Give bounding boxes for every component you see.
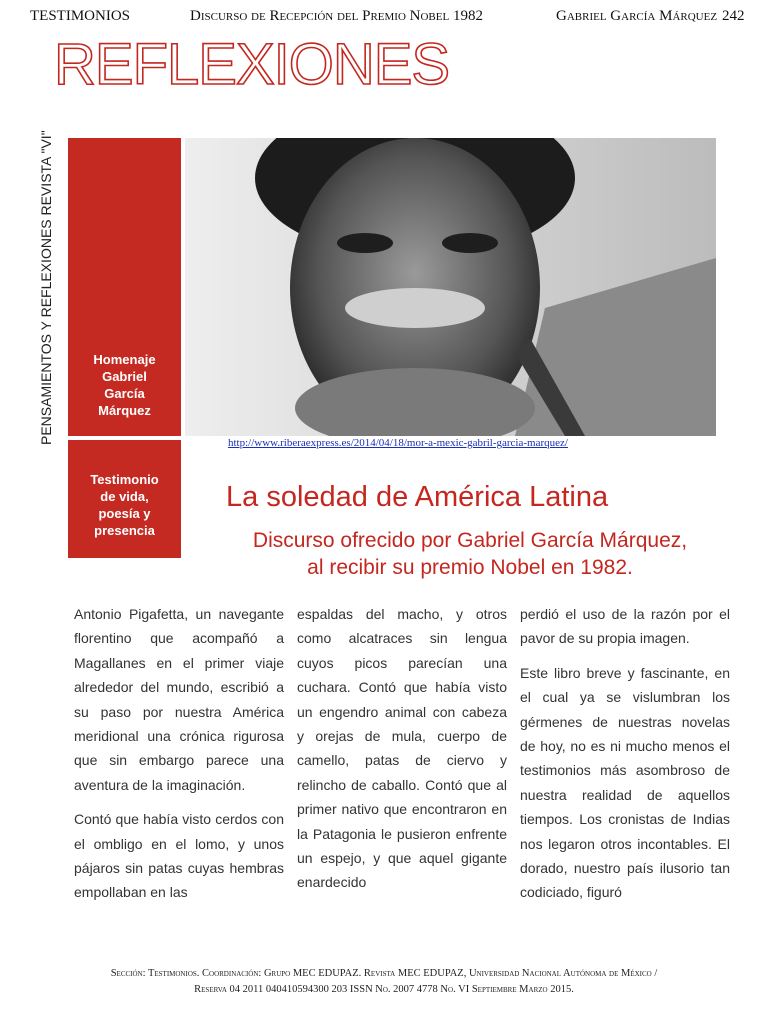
testimonio-line: poesía y — [98, 505, 151, 521]
paragraph: Contó que había visto cerdos con el ombligo en el lomo, y unos pájaros sin patas cuyas hembras empollaban en las — [74, 811, 284, 901]
author-header: Gabriel García Márquez — [556, 8, 718, 24]
testimonio-line: de vida, — [100, 488, 149, 504]
footer-line-1: Sección: Testimonios. Coordinación: Grupo MEC EDUPAZ. Revista MEC EDUPAZ, Universidad Nacional Autónoma de México / — [110, 968, 658, 979]
testimonio-block — [68, 472, 181, 540]
homenaje-line: Márquez — [98, 402, 151, 418]
article-title: La soledad de América Latina — [226, 481, 609, 513]
paragraph: perdió el uso de la razón por el pavor de su propia imagen. — [520, 606, 730, 647]
footer-line-2: Reserva 04 2011 040410594300 203 ISSN No. 2007 4778 No. VI Septiembre Marzo 2015. — [194, 984, 574, 995]
subtitle-line: al recibir su premio Nobel en 1982. — [307, 555, 633, 579]
homenaje-line: Gabriel — [102, 368, 147, 384]
section-label: TESTIMONIOS — [30, 8, 130, 24]
paragraph: Antonio Pigafetta, un navegante florentino que acompañó a Magallanes en el primer viaje alrededor del mundo, escribió a su paso por nuestra América meridional una crónica rigurosa que sin embargo parece una aventura de la imaginación. — [74, 606, 284, 793]
photo-source-link[interactable]: http://www.riberaexpress.es/2014/04/18/mor-a-mexic-gabril-garcia-marquez/ — [228, 437, 568, 449]
paragraph: espaldas del macho, y otros como alcatraces sin lengua cuyos picos parecían una cuchara. Contó que había visto un engendro animal con cabeza y orejas de mula, cuerpo de camello, patas de ciervo y relincho de caballo. Contó que al primer nativo que encontraron en la Patagonia le pusieron enfrente un espejo, y que aquel gigante enardecido — [297, 606, 507, 891]
paragraph: Este libro breve y fascinante, en el cual ya se vislumbran los gérmenes de nuestras novelas de hoy, no es ni mucho menos el testimonios más asombroso de nuestra realidad de aquellos tiempos. Los cronistas de Indias nos legaron otros incontables. El dorado, nuestro país ilusorio tan codiciado, figuró — [520, 664, 730, 901]
portrait-illustration — [185, 138, 716, 436]
homenaje-block — [68, 352, 181, 420]
body-column-1 — [74, 602, 284, 915]
red-sidebar — [68, 138, 181, 558]
speech-title-header: Discurso de Recepción del Premio Nobel 1982 — [190, 8, 483, 24]
author-portrait-photo — [185, 138, 716, 436]
body-column-2 — [297, 602, 507, 905]
homenaje-line: García — [104, 385, 145, 401]
body-column-3 — [520, 602, 730, 915]
page-number: 242 — [722, 8, 745, 24]
testimonio-line: Testimonio — [90, 472, 159, 487]
masthead-title: REFLEXIONES — [54, 32, 450, 97]
vertical-magazine-label: PENSAMIENTOS Y REFLEXIONES REVISTA "VI" — [38, 130, 54, 445]
sidebar-divider — [68, 436, 181, 440]
testimonio-line: presencia — [94, 522, 155, 538]
subtitle-line: Discurso ofrecido por Gabriel García Márquez, — [252, 529, 688, 552]
article-subtitle — [190, 528, 750, 582]
homenaje-line: Homenaje — [93, 352, 156, 367]
